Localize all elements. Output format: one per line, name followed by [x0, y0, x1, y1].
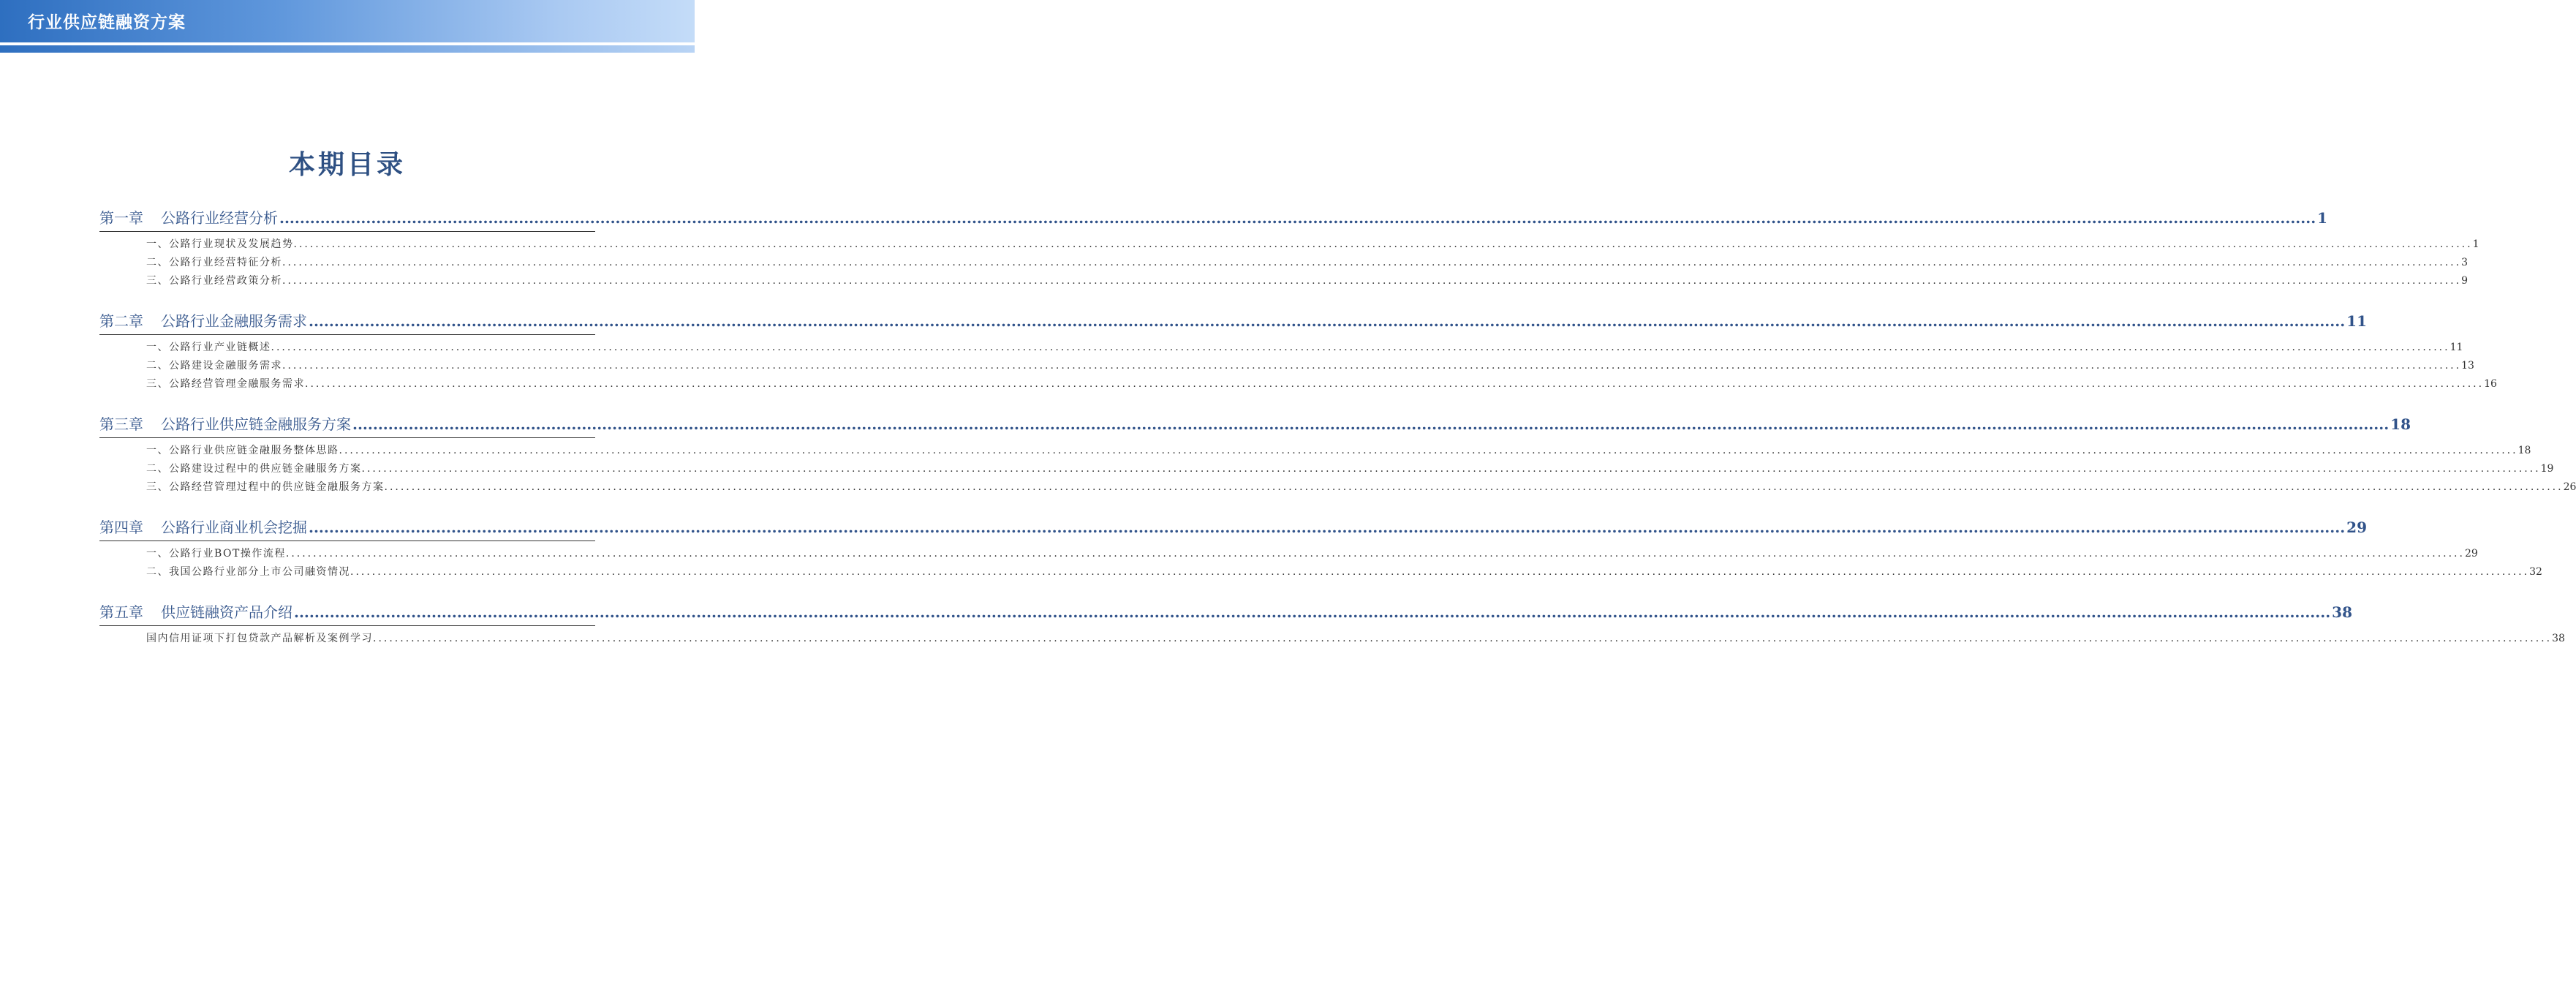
chapter-title: 公路行业商业机会挖掘: [161, 519, 307, 536]
dot-leader: ................................................................................................................................................................................................................................................................................................................................................................................................................: [384, 481, 2564, 493]
toc-chapter: [99, 308, 2497, 393]
toc-section-entry[interactable]: [99, 254, 2468, 272]
toc-section-entry[interactable]: [99, 375, 2497, 393]
chapter-page-number: 18: [2390, 415, 2411, 433]
section-title: 二、我国公路行业部分上市公司融资情况: [146, 566, 350, 578]
toc-chapter: [99, 205, 2479, 290]
chapter-page-number: 29: [2346, 519, 2367, 536]
section-page-number: 9: [2461, 275, 2468, 287]
section-page-number: 13: [2461, 360, 2474, 372]
toc-section-entry[interactable]: [99, 272, 2468, 290]
toc-section-entry[interactable]: [99, 460, 2554, 478]
section-title: 一、公路行业供应链金融服务整体思路: [146, 445, 339, 456]
dot-leader: ................................................................................................................................................................................................................................................................................................................................................................................................................: [293, 238, 2473, 250]
toc-title: 本期目录: [288, 150, 406, 180]
dot-leader: ................................................................................................................................................................................................................................................................................................................................................................................................................: [282, 360, 2462, 372]
section-page-number: 38: [2552, 633, 2565, 644]
dot-leader: ................................................................................................................................................................................................................................................................................................................................................................................................................: [350, 566, 2530, 578]
section-title: 一、公路行业BOT操作流程: [146, 548, 286, 560]
section-title: 二、公路建设过程中的供应链金融服务方案: [146, 463, 362, 475]
header-band: [0, 0, 695, 42]
section-page-number: 3: [2461, 257, 2468, 268]
section-page-number: 29: [2464, 548, 2478, 560]
toc-chapter: [99, 411, 2576, 497]
toc-chapter-entry[interactable]: [99, 514, 2367, 541]
chapter-title: 公路行业经营分析: [161, 209, 278, 227]
chapter-label: 第三章: [99, 415, 143, 433]
section-title: 一、公路行业产业链概述: [146, 342, 271, 353]
toc-section-entry[interactable]: [99, 563, 2542, 581]
section-page-number: 11: [2450, 342, 2463, 353]
toc-section-entry[interactable]: [99, 545, 2478, 563]
toc-section-entry[interactable]: [99, 236, 2479, 254]
dot-leader: ................................................................................................................................................................................................................................................................................................................................................................................................................: [282, 275, 2462, 287]
section-title: 三、公路行业经营政策分析: [146, 275, 282, 287]
chapter-title: 公路行业金融服务需求: [161, 312, 307, 330]
toc-section-entry[interactable]: [99, 478, 2576, 497]
section-page-number: 26: [2563, 481, 2576, 493]
toc-section-entry[interactable]: [99, 630, 2565, 648]
dot-leader: ................................................................................................................................................................................................................................................................................................................................................................................................................: [352, 415, 2390, 433]
dot-leader: ................................................................................................................................................................................................................................................................................................................................................................................................................: [271, 342, 2450, 353]
section-title: 二、公路行业经营特征分析: [146, 257, 282, 268]
toc-section-entry[interactable]: [99, 339, 2463, 357]
section-page-number: 32: [2529, 566, 2542, 578]
section-page-number: 16: [2484, 378, 2497, 390]
chapter-label: 第五章: [99, 603, 143, 621]
chapter-label: 第一章: [99, 209, 143, 227]
chapter-page-number: 38: [2332, 603, 2352, 621]
dot-leader: ................................................................................................................................................................................................................................................................................................................................................................................................................: [282, 257, 2462, 268]
header-divider-blue: [0, 45, 695, 53]
toc-chapter-entry[interactable]: [99, 599, 2352, 626]
chapter-label: 第二章: [99, 312, 143, 330]
toc-section-entry[interactable]: [99, 442, 2531, 460]
section-title: 三、公路经营管理金融服务需求: [146, 378, 305, 390]
header-title: 行业供应链融资方案: [28, 13, 186, 32]
toc-chapter-entry[interactable]: [99, 205, 2328, 232]
dot-leader: ................................................................................................................................................................................................................................................................................................................................................................................................................: [294, 603, 2331, 621]
section-page-number: 19: [2540, 463, 2554, 475]
section-page-number: 1: [2472, 238, 2479, 250]
dot-leader: ................................................................................................................................................................................................................................................................................................................................................................................................................: [305, 378, 2485, 390]
section-title: 二、公路建设金融服务需求: [146, 360, 282, 372]
dot-leader: ................................................................................................................................................................................................................................................................................................................................................................................................................: [361, 463, 2541, 475]
dot-leader: ................................................................................................................................................................................................................................................................................................................................................................................................................: [285, 548, 2465, 560]
section-title: 一、公路行业现状及发展趋势: [146, 238, 294, 250]
dot-leader: ................................................................................................................................................................................................................................................................................................................................................................................................................: [309, 312, 2346, 330]
dot-leader: ................................................................................................................................................................................................................................................................................................................................................................................................................: [339, 445, 2518, 456]
toc-section-entry[interactable]: [99, 357, 2474, 375]
toc-chapter-entry[interactable]: [99, 308, 2367, 335]
section-page-number: 18: [2518, 445, 2531, 456]
chapter-title: 供应链融资产品介绍: [161, 603, 292, 621]
chapter-page-number: 1: [2317, 209, 2328, 227]
chapter-page-number: 11: [2346, 312, 2367, 330]
toc-chapter-entry[interactable]: [99, 411, 2411, 438]
section-title: 国内信用证项下打包贷款产品解析及案例学习: [146, 633, 373, 644]
chapter-label: 第四章: [99, 519, 143, 536]
chapter-title: 公路行业供应链金融服务方案: [161, 415, 351, 433]
dot-leader: ................................................................................................................................................................................................................................................................................................................................................................................................................: [309, 519, 2346, 536]
toc-chapter: [99, 599, 2565, 648]
table-of-contents: [99, 205, 2576, 666]
dot-leader: ................................................................................................................................................................................................................................................................................................................................................................................................................: [279, 209, 2316, 227]
section-title: 三、公路经营管理过程中的供应链金融服务方案: [146, 481, 385, 493]
toc-chapter: [99, 514, 2542, 581]
dot-leader: ................................................................................................................................................................................................................................................................................................................................................................................................................: [373, 633, 2553, 644]
